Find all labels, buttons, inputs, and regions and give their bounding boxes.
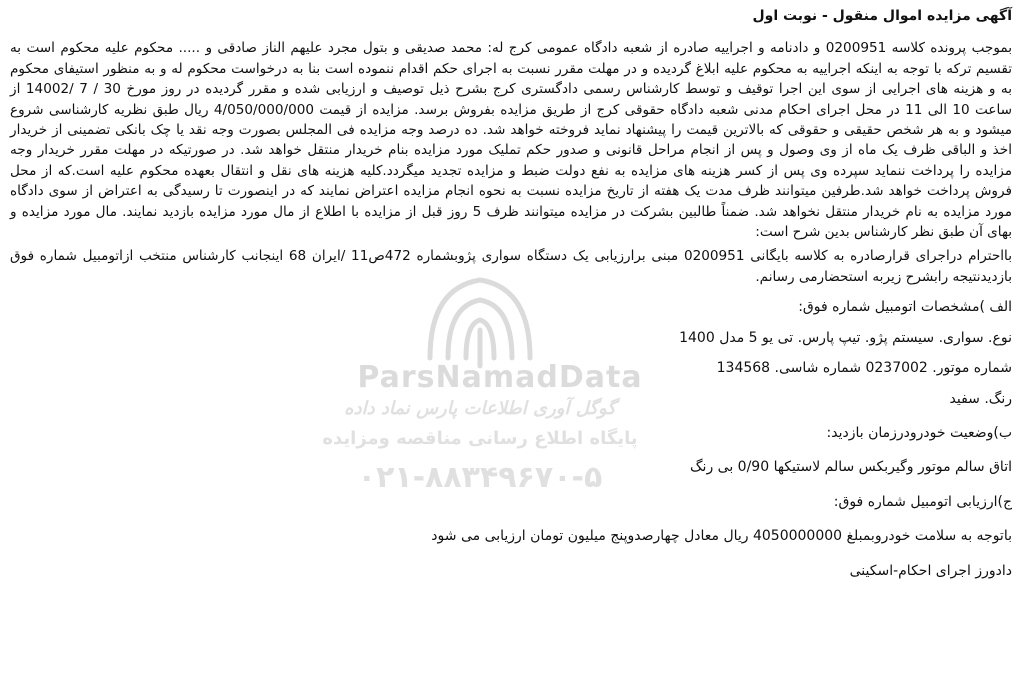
signature-line: دادورز اجرای احکام-اسکینی [849,562,1012,579]
valuation-line: باتوجه به سلامت خودروبمبلغ 4050000000 ریال معادل چهارصدوپنج میلیون تومان ارزیابی می شود [431,528,1012,545]
vehicle-condition-line: اتاق سالم موتور وگیربکس سالم لاستیکها 0/90 بی رنگ [690,459,1012,476]
section-a-heading: الف )مشخصات اتومبیل شماره فوق: [798,299,1012,316]
vehicle-type-line: نوع. سواری. سیستم پژو. تیپ پارس. تی یو 5 مدل 1400 [679,329,1012,346]
section-b-heading: ب)وضعیت خودرودرزمان بازدید: [826,424,1012,441]
section-c-heading: ج)ارزیابی اتومبیل شماره فوق: [833,493,1012,510]
vehicle-color-line: رنگ. سفید [949,390,1012,407]
watermark-brand: ParsNamadData [357,360,643,395]
notice-body-paragraph: بموجب پرونده کلاسه 0200951 و دادنامه و اجراییه صادره از شعبه دادگاه عمومی کرج له: محمد صدیقی و بتول مجرد علیهم الناز صادقی و ..... محکوم علیه محکوم است به تقسیم ترکه با توجه به اینکه اجراییه به محکوم علیه ابلاغ گردیده و در مهلت مقرر نسبت به اجرای حکم اقدام ننموده است بنا به درخواست محکوم له و به منظور استیفای محکوم به و هزینه های اجرایی از سوی این اجرا توقیف و توسط کارشناس رسمی دادگستری کرج بشرح ذیل توصیف و ارزیابی شده و مقرر گردیده در روز مورخ 30 / 7 /14002 از ساعت 10 الی 11 در محل اجرای احکام مدنی شعبه دادگاه حقوقی کرج از طریق مزایده بفروش برسد. مزایده از قیمت 4/050/000/000 ریال طبق نظریه کارشناسی شروع میشود و به هر شخص حقیقی و حقوقی که بالاترین قیمت را پیشنهاد نماید فروخته خواهد شد. ده درصد وجه مزایده فی المجلس بصورت وجه نقد یا چک بانکی تضمینی از خریدار اخذ و الباقی ظرف یک ماه از وی وصول و پس از انجام مراحل قانونی و صدور حکم تملیک مورد مزایده بنام خریدار منتقل خواهد شد. در صورتیکه در مهلت مقرر خریدار وجه مزایده را پرداخت ننماید سپرده وی پس از کسر هزینه های مزایده به نفع دولت ضبط و مزایده تجدید میگردد.کلیه هزینه های نقل و انتقال بعهده محکوم علیه است.که از محل فروش پرداخت خواهد شد.طرفین میتوانند ظرف مدت یک هفته از تاریخ مزایده نسبت به نحوه انجام مزایده اعتراض نمایند که در اینصورت تا رسیدگی به اعتراض از سوی دادگاه مورد مزایده به نام خریدار منتقل نخواهد شد. ضمناً طالبین بشرکت در مزایده میتوانند ظرف 5 روز قبل از مزایده با اطلاع از مال مورد مزایده بازدید نمایند. مال مورد مزایده و بهای آن طبق نظر کارشناس بدین شرح است: [10,40,1012,241]
engine-chassis-line: شماره موتور. 0237002 شماره شاسی. 134568 [716,360,1012,377]
watermark-line-2: پایگاه اطلاع رسانی مناقصه ومزایده [322,428,638,449]
auction-notice [10,6,1012,681]
expert-report-intro: بااحترام دراجرای قرارصادره به کلاسه بایگانی 0200951 مبنی برارزیابی یک دستگاه سواری پژوبشماره 472ص11 /ایران 68 اینجانب کارشناس منتخب ازاتومبیل شماره فوق بازدیدنتیجه رابشرح زیربه استحضارمی رسانم. [10,248,1012,285]
notice-title: آگهی مزایده اموال منقول - نوبت اول [752,8,1012,24]
watermark-phone: ۰۲۱-۸۸۳۴۹۶۷۰-۵ [357,460,603,495]
watermark-line-1: گوگل آوری اطلاعات پارس نماد داده [344,398,616,419]
